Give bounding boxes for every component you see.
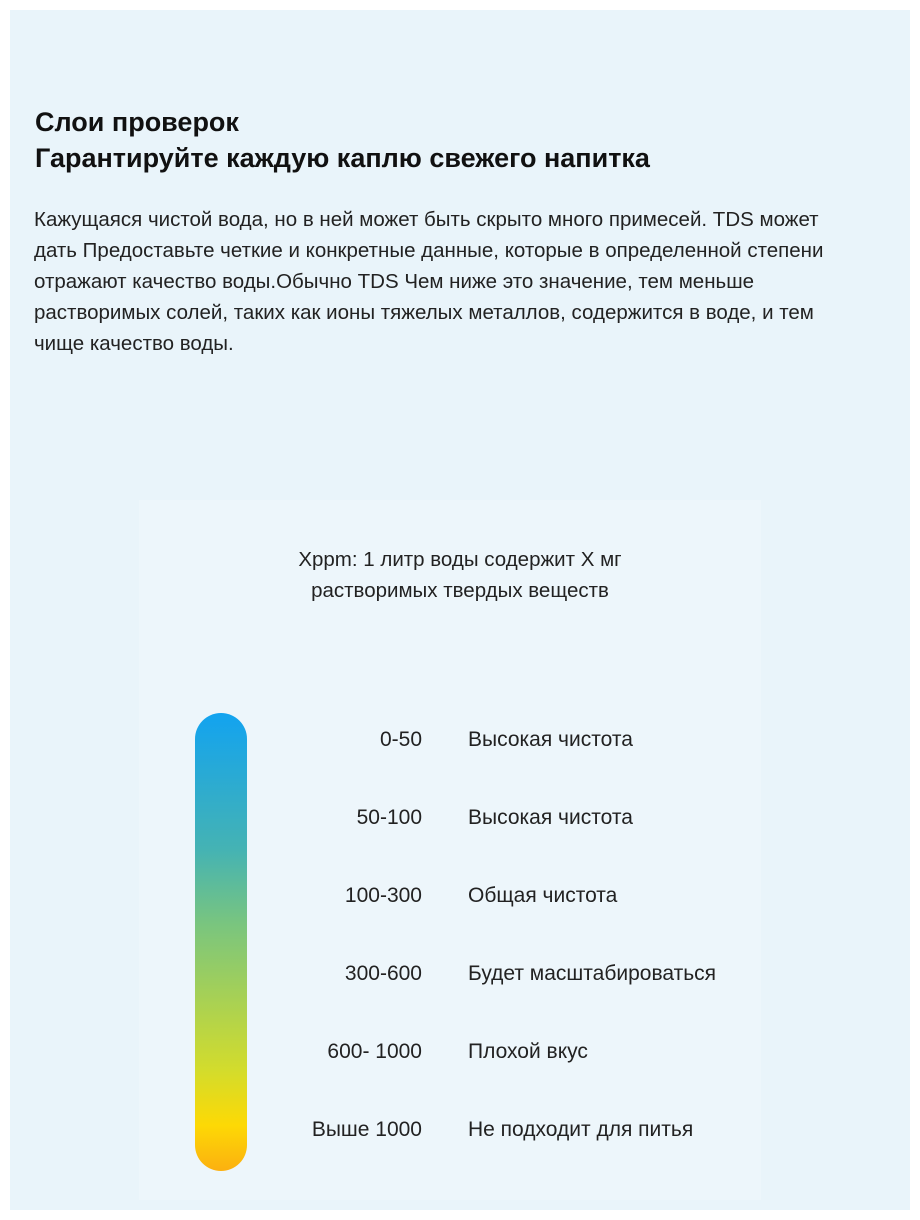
description-text: Кажущаяся чистой вода, но в ней может быть скрыто много примесей. TDS может дать Предоставьте четкие и конкретные данные, которые в определенной степени отражают качество воды.Обычно TDS Чем ниже это значение, тем меньше растворимых солей, таких как ионы тяжелых металлов, содержится в воде, и тем чище качество воды. [34,208,824,355]
tds-level-row [0,798,920,838]
tds-range: 0-50 [379,728,422,751]
tds-quality-label: Будет масштабироваться [468,962,717,985]
tds-range: Выше 1000 [311,1118,422,1141]
tds-range: 600- 1000 [327,1040,422,1063]
caption-line-2: растворимых твердых веществ [311,579,609,602]
tds-quality-label: Высокая чистота [468,806,633,829]
tds-level-row [0,1110,920,1150]
tds-range: 50-100 [356,806,422,829]
tds-range: 100-300 [344,884,422,907]
tds-quality-label: Общая чистота [468,884,618,907]
page-title [35,104,650,176]
title-line-2: Гарантируйте каждую каплю свежего напитка [35,143,650,173]
tds-level-row [0,720,920,760]
tds-range: 300-600 [344,962,422,985]
tds-level-row [0,876,920,916]
tds-gradient-bar [195,713,247,1171]
tds-level-row [0,1032,920,1072]
tds-quality-label: Плохой вкус [468,1040,588,1063]
tds-quality-label: Высокая чистота [468,728,633,751]
tds-scale-caption [0,544,920,606]
tds-level-row [0,954,920,994]
caption-line-1: Xppm: 1 литр воды содержит X мг [298,548,622,571]
title-line-1: Слои проверок [35,107,239,137]
tds-quality-label: Не подходит для питья [468,1118,694,1141]
